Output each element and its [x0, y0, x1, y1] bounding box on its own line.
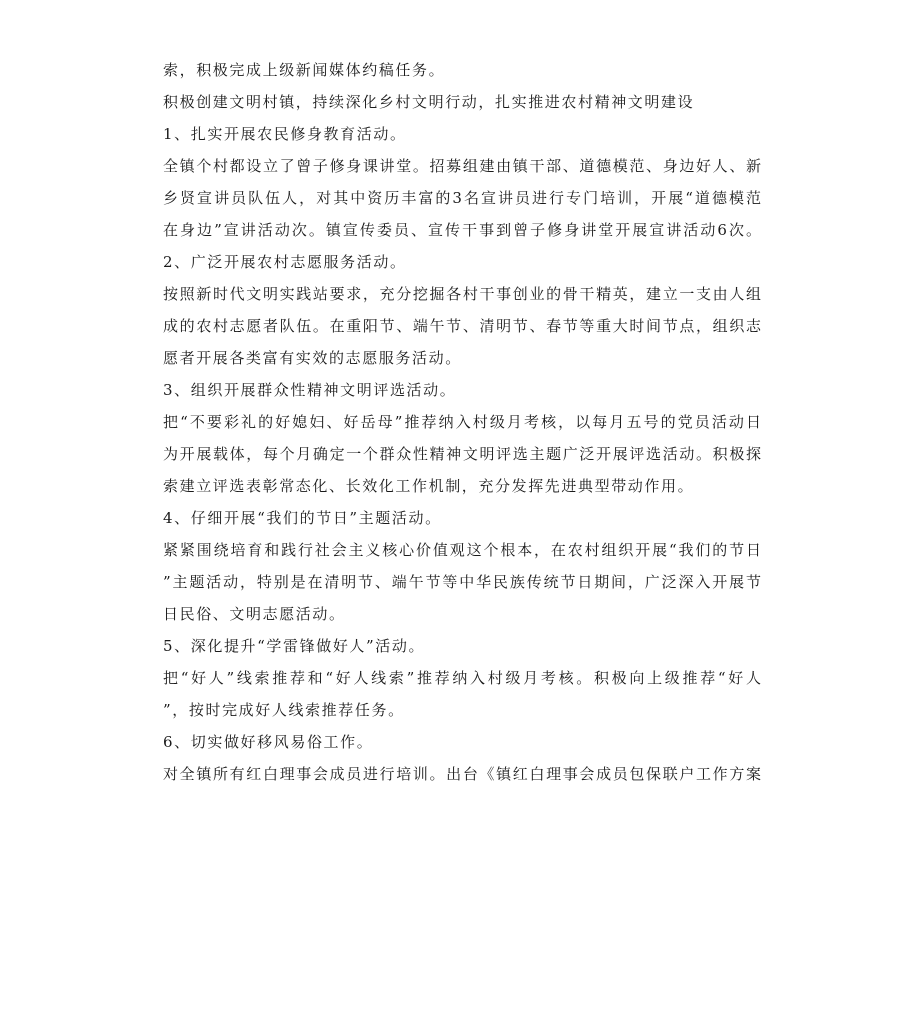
- paragraph-line: 紧紧围绕培育和践行社会主义核心价值观这个根本，在农村组织开展“我们的节日: [163, 541, 761, 559]
- paragraph-line: 成的农村志愿者队伍。在重阳节、端午节、清明节、春节等重大时间节点，组织志: [163, 317, 761, 335]
- paragraph-line: ”，按时完成好人线索推荐任务。: [163, 701, 405, 719]
- paragraph-line: ”主题活动，特别是在清明节、端午节等中华民族传统节日期间，广泛深入开展节: [163, 573, 761, 591]
- subsection-heading: 2、广泛开展农村志愿服务活动。: [163, 253, 407, 271]
- paragraph-line: 日民俗、文明志愿活动。: [163, 605, 346, 623]
- subsection-heading: 4、仔细开展“我们的节日”主题活动。: [163, 509, 442, 527]
- paragraph-line: 乡贤宣讲员队伍人，对其中资历丰富的3名宣讲员进行专门培训，开展“道德模范: [163, 189, 761, 207]
- subsection-heading: 3、组织开展群众性精神文明评选活动。: [163, 381, 457, 399]
- paragraph-line: 索建立评选表彰常态化、长效化工作机制，充分发挥先进典型带动作用。: [163, 477, 695, 495]
- paragraph-line: 索，积极完成上级新闻媒体约稿任务。: [163, 61, 446, 79]
- subsection-heading: 6、切实做好移风易俗工作。: [163, 733, 374, 751]
- paragraph-line: 对全镇所有红白理事会成员进行培训。出台《镇红白理事会成员包保联户工作方案: [163, 765, 761, 783]
- paragraph-line: 为开展载体，每个月确定一个群众性精神文明评选主题广泛开展评选活动。积极探: [163, 445, 761, 463]
- document-body: [163, 54, 761, 790]
- subsection-heading: 5、深化提升“学雷锋做好人”活动。: [163, 637, 426, 655]
- paragraph-line: 按照新时代文明实践站要求，充分挖掘各村干事创业的骨干精英，建立一支由人组: [163, 285, 761, 303]
- paragraph-line: 把“不要彩礼的好媳妇、好岳母”推荐纳入村级月考核，以每月五号的党员活动日: [163, 413, 761, 431]
- paragraph-line: 在身边”宣讲活动次。镇宣传委员、宣传干事到曾子修身讲堂开展宣讲活动6次。: [163, 221, 761, 239]
- section-heading: 积极创建文明村镇，持续深化乡村文明行动，扎实推进农村精神文明建设: [163, 93, 695, 111]
- paragraph-line: 把“好人”线索推荐和“好人线索”推荐纳入村级月考核。积极向上级推荐“好人: [163, 669, 761, 687]
- paragraph-line: 全镇个村都设立了曾子修身课讲堂。招募组建由镇干部、道德模范、身边好人、新: [163, 157, 761, 175]
- subsection-heading: 1、扎实开展农民修身教育活动。: [163, 125, 407, 143]
- paragraph-line: 愿者开展各类富有实效的志愿服务活动。: [163, 349, 462, 367]
